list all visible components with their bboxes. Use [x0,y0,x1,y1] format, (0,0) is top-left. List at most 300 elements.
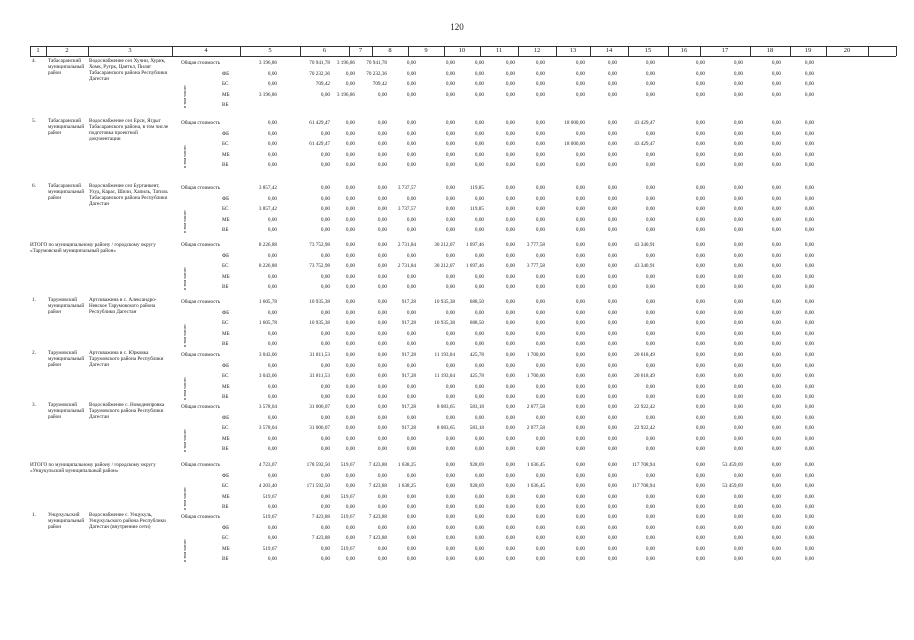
value-cell: 0,00 [695,120,705,126]
value-cell: 0,00 [607,472,617,479]
value-cell: 0,00 [607,446,617,452]
value-cell: 0,00 [733,216,743,223]
value-cell: 0,00 [771,404,781,410]
value-cell: 0,00 [645,383,655,390]
value-cell: 0,00 [535,216,545,223]
object-name: Водоснабжение сел Хучни, Хурик, Хомк, Ругрк, Цанткл, Пилиг Табасаранского района Республики Дагестан [89,58,168,82]
value-cell: 0,00 [645,273,655,280]
value-cell: 0,00 [575,556,585,562]
funding-source-label: ВБ [222,394,229,400]
value-cell: 0,00 [377,383,387,390]
value-cell: 171 592,50 [306,483,330,489]
value-cell: 0,00 [695,535,705,541]
header-column-number: 12 [533,47,541,54]
value-cell: 0,00 [645,330,655,337]
value-cell: 61 429,47 [309,141,330,147]
value-cell: 0,00 [445,556,455,562]
value-cell: 117 708,94 [631,483,655,489]
value-cell: 70 941,78 [309,60,330,66]
object-name: Водоснабжение с. Унцукуль, Унцукульского района Республики Дагестан (внутренние сети) [89,512,166,530]
value-cell: 425,78 [469,352,484,358]
value-cell: 0,00 [607,373,617,379]
value-cell: 0,00 [804,185,814,191]
value-cell: 0,00 [575,263,585,269]
value-cell: 0,00 [505,352,515,358]
value-cell: 2 077,58 [526,404,545,410]
value-cell: 0,00 [695,263,705,269]
header-column-divider [896,46,897,56]
value-cell: 0,00 [575,383,585,390]
value-cell: 0,00 [406,195,416,202]
value-cell: 0,00 [406,524,416,531]
value-cell: 0,00 [267,309,277,316]
value-cell: 0,00 [377,309,387,316]
value-cell: 0,00 [505,404,515,410]
value-cell: 3 043,06 [258,352,277,358]
value-cell: 0,00 [771,216,781,223]
value-cell: 0,00 [607,252,617,259]
in-that-label: в том числе: [182,84,187,108]
value-cell: 0,00 [733,91,743,98]
value-cell: 3 578,04 [258,425,277,431]
value-cell: 0,00 [771,504,781,510]
value-cell: 0,00 [445,273,455,280]
value-cell: 0,00 [267,141,277,147]
value-cell: 0,00 [804,545,814,552]
value-cell: 0,00 [474,341,484,347]
value-cell: 0,00 [804,330,814,337]
value-cell: 0,00 [607,206,617,212]
value-cell: 0,00 [804,242,814,248]
value-cell: 928,69 [469,483,484,489]
value-cell: 0,00 [345,162,355,168]
value-cell: 1 636,45 [526,483,545,489]
value-cell: 0,00 [377,493,387,500]
value-cell: 3 043,06 [258,373,277,379]
value-cell: 10 935,38 [309,320,330,326]
funding-source-label: ФБ [222,524,230,531]
value-cell: 0,00 [645,435,655,442]
value-cell: 0,00 [345,472,355,479]
funding-source-label: БС [222,206,229,212]
value-cell: 0,00 [695,284,705,290]
value-cell: 0,00 [267,162,277,168]
value-cell: 0,00 [733,504,743,510]
value-cell: 0,00 [445,141,455,147]
value-cell: 0,00 [474,81,484,87]
value-cell: 0,00 [645,151,655,158]
value-cell: 3 777,58 [526,263,545,269]
value-cell: 0,00 [695,273,705,280]
value-cell: 0,00 [645,493,655,500]
value-cell: 0,00 [535,151,545,158]
value-cell: 0,00 [607,309,617,316]
value-cell: 0,00 [474,309,484,316]
value-cell: 0,00 [406,435,416,442]
header-column-number: 13 [569,47,577,54]
value-cell: 0,00 [445,341,455,347]
value-cell: 0,00 [345,206,355,212]
value-cell: 0,00 [377,472,387,479]
row-number: 6. [32,183,36,189]
value-cell: 0,00 [445,216,455,223]
funding-source-label: МБ [222,216,230,223]
value-cell: 0,00 [607,273,617,280]
value-cell: 0,00 [505,414,515,421]
value-cell: 0,00 [345,483,355,489]
header-column-number: 5 [268,47,272,54]
value-cell: 0,00 [345,373,355,379]
value-cell: 0,00 [695,435,705,442]
value-cell: 0,00 [771,273,781,280]
value-cell: 10 935,38 [309,299,330,305]
value-cell: 0,00 [695,362,705,369]
value-cell: 178 592,50 [306,462,330,468]
value-cell: 0,00 [406,60,416,66]
value-cell: 3 196,86 [258,91,277,98]
value-cell: 0,00 [406,493,416,500]
district-name: Табасаранский муниципальный район [48,183,85,201]
value-cell: 709,42 [315,81,330,87]
value-cell: 0,00 [535,227,545,233]
value-cell: 18 000,00 [564,141,585,147]
value-cell: 0,00 [575,320,585,326]
value-cell: 0,00 [535,130,545,137]
value-cell: 0,00 [445,504,455,510]
value-cell: 0,00 [345,556,355,562]
value-cell: 0,00 [733,263,743,269]
value-cell: 0,00 [406,120,416,126]
value-cell: 0,00 [645,472,655,479]
value-cell: 0,00 [535,556,545,562]
value-cell: 0,00 [345,130,355,137]
value-cell: 2 077,58 [526,425,545,431]
value-cell: 0,00 [445,514,455,520]
value-cell: 0,00 [377,195,387,202]
value-cell: 0,00 [695,483,705,489]
value-cell: 0,00 [771,263,781,269]
value-cell: 0,00 [474,362,484,369]
funding-source-label: БС [222,81,229,87]
value-cell: 0,00 [267,535,277,541]
value-cell: 0,00 [575,81,585,87]
value-cell: 1 700,00 [526,352,545,358]
value-cell: 0,00 [377,394,387,400]
object-name: Водоснабжение сел Ерси, Ягдыг Табасаранского района, в том числе подготовка проектной документации [89,118,169,142]
value-cell: 0,00 [345,446,355,452]
value-cell: 0,00 [535,414,545,421]
value-cell: 0,00 [607,91,617,98]
value-cell: 519,67 [262,545,277,552]
value-cell: 0,00 [645,362,655,369]
value-cell: 0,00 [535,141,545,147]
value-cell: 0,00 [695,373,705,379]
value-cell: 0,00 [406,362,416,369]
value-cell: 0,00 [320,284,330,290]
value-cell: 8 083,65 [436,425,455,431]
value-cell: 0,00 [406,151,416,158]
value-cell: 0,00 [535,70,545,77]
value-cell: 0,00 [474,446,484,452]
value-cell: 0,00 [575,299,585,305]
total-cost-label: Общая стоимость [181,242,221,248]
value-cell: 0,00 [695,195,705,202]
district-name: Табасаранский муниципальный район [48,118,85,136]
value-cell: 0,00 [695,330,705,337]
value-cell: 0,00 [804,216,814,223]
total-cost-label: Общая стоимость [181,185,221,191]
value-cell: 0,00 [804,263,814,269]
value-cell: 43 340,91 [634,263,655,269]
value-cell: 0,00 [804,227,814,233]
value-cell: 0,00 [345,81,355,87]
value-cell: 0,00 [575,535,585,541]
value-cell: 0,00 [377,545,387,552]
funding-source-label: БС [222,141,229,147]
value-cell: 0,00 [575,373,585,379]
value-cell: 0,00 [505,514,515,520]
value-cell: 8 226,88 [258,263,277,269]
value-cell: 0,00 [267,252,277,259]
value-cell: 0,00 [320,545,330,552]
value-cell: 0,00 [607,162,617,168]
value-cell: 0,00 [733,435,743,442]
value-cell: 0,00 [771,556,781,562]
total-cost-label: Общая стоимость [181,299,221,305]
value-cell: 0,00 [445,483,455,489]
value-cell: 0,00 [575,483,585,489]
value-cell: 0,00 [267,472,277,479]
value-cell: 917,28 [401,320,416,326]
value-cell: 519,67 [262,493,277,500]
value-cell: 0,00 [345,242,355,248]
value-cell: 0,00 [505,185,515,191]
value-cell: 0,00 [575,462,585,468]
value-cell: 0,00 [771,185,781,191]
funding-source-label: МБ [222,273,230,280]
value-cell: 0,00 [267,151,277,158]
value-cell: 0,00 [377,130,387,137]
header-bottom-rule [30,56,896,57]
value-cell: 0,00 [406,446,416,452]
value-cell: 0,00 [267,81,277,87]
value-cell: 119,85 [469,185,484,191]
header-column-number: 6 [322,47,327,54]
value-cell: 1 638,25 [397,483,416,489]
value-cell: 0,00 [575,284,585,290]
object-name: Водоснабжение с. Новоднепровка Тарумовского района Республики Дагестан [89,402,165,420]
value-cell: 0,00 [406,252,416,259]
value-cell: 0,00 [377,252,387,259]
value-cell: 53 459,69 [722,462,743,468]
value-cell: 0,00 [804,414,814,421]
value-cell: 0,00 [345,362,355,369]
value-cell: 117 708,94 [631,462,655,468]
value-cell: 0,00 [535,284,545,290]
value-cell: 0,00 [377,524,387,531]
value-cell: 0,00 [320,273,330,280]
value-cell: 0,00 [505,151,515,158]
value-cell: 0,00 [505,383,515,390]
value-cell: 0,00 [645,162,655,168]
value-cell: 0,00 [607,81,617,87]
row-number: 1. [32,512,36,518]
value-cell: 22 922,42 [634,404,655,410]
value-cell: 917,28 [401,299,416,305]
value-cell: 0,00 [345,414,355,421]
value-cell: 0,00 [535,435,545,442]
value-cell: 0,00 [575,341,585,347]
value-cell: 0,00 [607,352,617,358]
value-cell: 0,00 [575,195,585,202]
value-cell: 0,00 [406,70,416,77]
value-cell: 0,00 [575,394,585,400]
value-cell: 0,00 [733,162,743,168]
value-cell: 0,00 [505,242,515,248]
value-cell: 0,00 [733,404,743,410]
value-cell: 0,00 [804,81,814,87]
value-cell: 0,00 [377,352,387,358]
value-cell: 0,00 [320,252,330,259]
value-cell: 0,00 [645,216,655,223]
value-cell: 0,00 [645,535,655,541]
funding-source-label: МБ [222,545,230,552]
value-cell: 0,00 [804,284,814,290]
value-cell: 0,00 [607,185,617,191]
value-cell: 0,00 [575,435,585,442]
value-cell: 0,00 [377,404,387,410]
value-cell: 0,00 [575,151,585,158]
value-cell: 0,00 [575,504,585,510]
object-name: Водоснабжение сел Бурганкент, Ухуд, Карас, Шили, Хапиль, Татиль Табасаранского района Республики Дагестан [89,183,168,207]
value-cell: 0,00 [505,504,515,510]
value-cell: 0,00 [575,242,585,248]
value-cell: 1 638,25 [397,462,416,468]
value-cell: 0,00 [645,446,655,452]
value-cell: 0,00 [575,70,585,77]
value-cell: 20 618,49 [634,373,655,379]
value-cell: 0,00 [377,373,387,379]
value-cell: 0,00 [733,446,743,452]
value-cell: 0,00 [345,284,355,290]
value-cell: 0,00 [607,60,617,66]
funding-source-label: БС [222,425,229,431]
value-cell: 0,00 [505,462,515,468]
value-cell: 0,00 [607,404,617,410]
in-that-label: в том числе: [182,144,187,168]
value-cell: 0,00 [474,120,484,126]
value-cell: 688,50 [469,320,484,326]
header-column-number: 8 [388,47,392,54]
value-cell: 1 605,78 [258,320,277,326]
funding-source-label: МБ [222,91,230,98]
value-cell: 0,00 [771,120,781,126]
value-cell: 0,00 [267,394,277,400]
value-cell: 0,00 [695,545,705,552]
value-cell: 0,00 [607,227,617,233]
value-cell: 0,00 [345,141,355,147]
value-cell: 0,00 [505,493,515,500]
value-cell: 0,00 [733,151,743,158]
value-cell: 0,00 [695,472,705,479]
value-cell: 0,00 [771,545,781,552]
value-cell: 0,00 [645,60,655,66]
value-cell: 0,00 [645,185,655,191]
value-cell: 0,00 [695,514,705,520]
value-cell: 0,00 [607,524,617,531]
value-cell: 0,00 [733,362,743,369]
value-cell: 0,00 [645,309,655,316]
value-cell: 0,00 [575,524,585,531]
value-cell: 0,00 [771,330,781,337]
total-cost-label: Общая стоимость [181,60,221,66]
value-cell: 0,00 [474,151,484,158]
value-cell: 0,00 [345,435,355,442]
funding-source-label: ВБ [222,504,229,510]
value-cell: 0,00 [575,185,585,191]
value-cell: 0,00 [535,120,545,126]
value-cell: 0,00 [575,216,585,223]
value-cell: 0,00 [406,330,416,337]
value-cell: 0,00 [535,81,545,87]
value-cell: 0,00 [345,299,355,305]
value-cell: 0,00 [695,185,705,191]
value-cell: 1 697,46 [465,263,484,269]
row-number: 3. [32,402,36,408]
value-cell: 0,00 [804,120,814,126]
value-cell: 0,00 [733,70,743,77]
value-cell: 0,00 [505,195,515,202]
value-cell: 0,00 [733,227,743,233]
value-cell: 0,00 [345,330,355,337]
district-name: Тарумовский муниципальный район [48,402,85,420]
funding-source-label: ФБ [222,130,230,137]
value-cell: 0,00 [345,227,355,233]
value-cell: 70 232,36 [366,70,387,77]
value-cell: 0,00 [267,216,277,223]
funding-source-label: МБ [222,493,230,500]
value-cell: 0,00 [695,242,705,248]
funding-source-label: ФБ [222,414,230,421]
value-cell: 0,00 [377,263,387,269]
value-cell: 917,28 [401,404,416,410]
object-name: Артскважина в с. Александро-Невское Тарумовского района Республики Дагестан [89,297,157,315]
value-cell: 0,00 [645,299,655,305]
value-cell: 0,00 [804,206,814,212]
value-cell: 0,00 [575,227,585,233]
value-cell: 0,00 [445,446,455,452]
value-cell: 0,00 [733,299,743,305]
value-cell: 0,00 [607,514,617,520]
value-cell: 0,00 [345,383,355,390]
value-cell: 31 811,53 [309,352,330,358]
value-cell: 0,00 [505,341,515,347]
value-cell: 0,00 [804,472,814,479]
value-cell: 519,67 [262,514,277,520]
value-cell: 0,00 [505,284,515,290]
header-column-number: 19 [804,47,812,54]
value-cell: 0,00 [474,141,484,147]
funding-source-label: ФБ [222,362,230,369]
value-cell: 61 429,47 [309,120,330,126]
value-cell: 688,50 [469,299,484,305]
value-cell: 3 737,57 [397,185,416,191]
value-cell: 0,00 [474,273,484,280]
value-cell: 2 731,84 [397,242,416,248]
header-column-number: 20 [843,47,851,54]
value-cell: 519,67 [340,462,355,468]
value-cell: 1 636,45 [526,462,545,468]
